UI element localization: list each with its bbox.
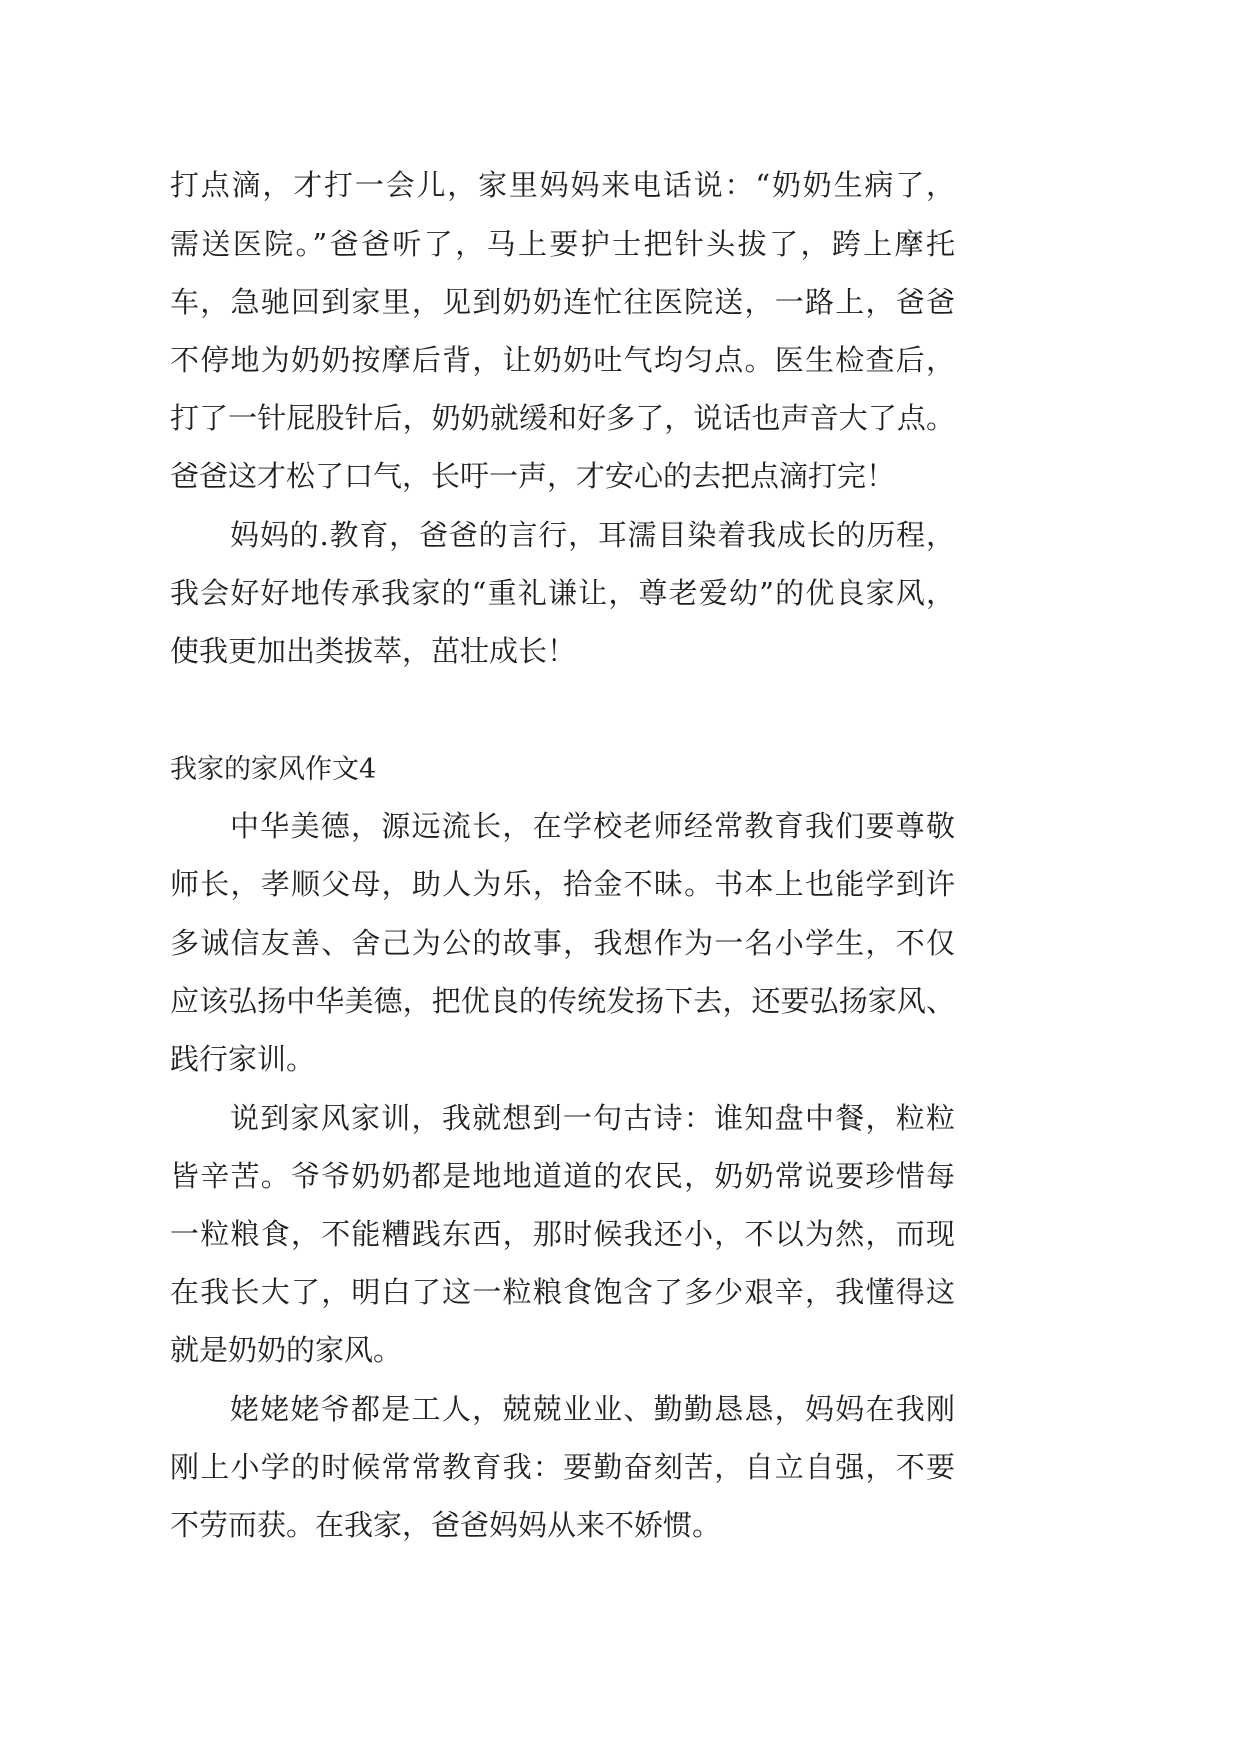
- text-line: 多诚信友善、舍己为公的故事，我想作为一名小学生，不仅: [170, 926, 955, 960]
- text-line: 一粒粮食，不能糟践东西，那时候我还小，不以为然，而现: [170, 1217, 955, 1251]
- text-line: 我会好好地传承我家的“重礼谦让，尊老爱幼”的优良家风，: [170, 576, 955, 610]
- text-line: 打了一针屁股针后，奶奶就缓和好多了，说话也声音大了点。: [170, 401, 955, 435]
- essay-title: 我家的家风作文4: [170, 754, 377, 785]
- text-line: 师长，孝顺父母，助人为乐，拾金不昧。书本上也能学到许: [170, 867, 955, 901]
- text-line: 不劳而获。在我家，爸爸妈妈从来不娇惯。: [170, 1508, 722, 1542]
- text-line: 刚上小学的时候常常教育我：要勤奋刻苦，自立自强，不要: [170, 1450, 955, 1484]
- text-line: 打点滴，才打一会儿，家里妈妈来电话说：“奶奶生病了，: [170, 168, 955, 202]
- text-line: 姥姥姥爷都是工人，兢兢业业、勤勤恳恳，妈妈在我刚: [230, 1392, 955, 1426]
- text-line: 车，急驰回到家里，见到奶奶连忙往医院送，一路上，爸爸: [170, 285, 955, 319]
- text-line: 使我更加出类拔萃，茁壮成长！: [170, 634, 577, 668]
- text-line: 需送医院。”爸爸听了，马上要护士把针头拔了，跨上摩托: [170, 227, 955, 261]
- text-line: 应该弘扬中华美德，把优良的传统发扬下去，还要弘扬家风、: [170, 984, 955, 1018]
- text-line: 践行家训。: [170, 1042, 316, 1076]
- text-line: 就是奶奶的家风。: [170, 1333, 403, 1367]
- text-line: 皆辛苦。爷爷奶奶都是地地道道的农民，奶奶常说要珍惜每: [170, 1159, 955, 1193]
- text-line: 说到家风家训，我就想到一句古诗：谁知盘中餐，粒粒: [230, 1101, 955, 1135]
- text-line: 在我长大了，明白了这一粒粮食饱含了多少艰辛，我懂得这: [170, 1275, 955, 1309]
- text-line: 爸爸这才松了口气，长吁一声，才安心的去把点滴打完！: [170, 459, 896, 493]
- text-line: 中华美德，源远流长，在学校老师经常教育我们要尊敬: [230, 809, 955, 843]
- text-line: 不停地为奶奶按摩后背，让奶奶吐气均匀点。医生检查后，: [170, 343, 955, 377]
- text-line: 妈妈的.教育，爸爸的言行，耳濡目染着我成长的历程，: [230, 518, 955, 552]
